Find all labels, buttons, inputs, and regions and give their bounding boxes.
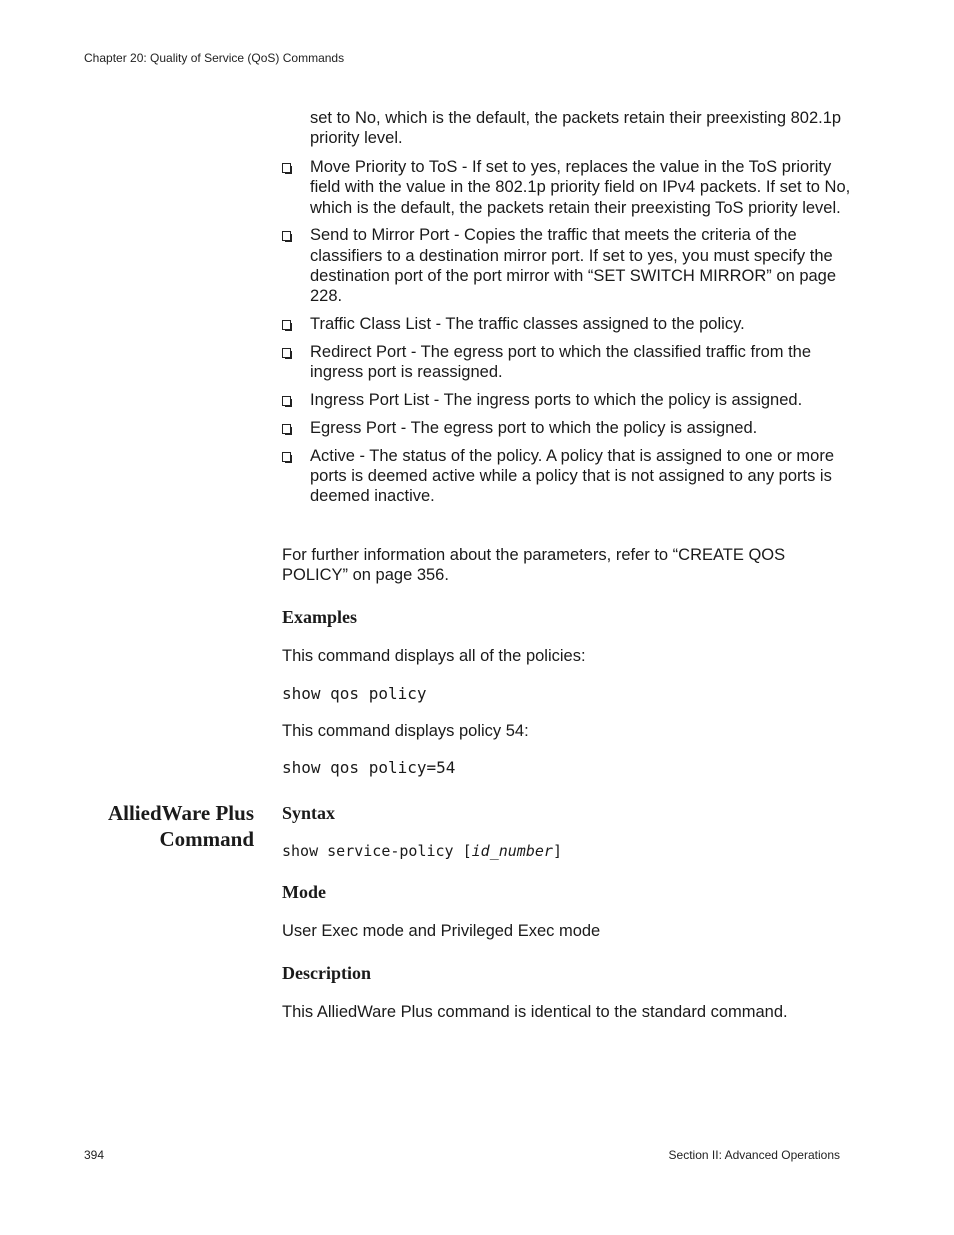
example-intro-2: This command displays policy 54:	[282, 722, 529, 740]
list-item: Redirect Port - The egress port to which the classified traffic from the ingress port is reassigned.	[282, 342, 852, 383]
page-number: 394	[84, 1148, 105, 1162]
parameter-list	[282, 157, 852, 514]
list-item: Egress Port - The egress port to which the policy is assigned.	[282, 418, 852, 438]
list-item: Move Priority to ToS - If set to yes, replaces the value in the ToS priority field with the value in the 802.1p priority field on IPv4 packets. If set to No, which is the default, the packets retain their preexisting ToS priority level.	[282, 157, 852, 218]
list-item: Ingress Port List - The ingress ports to which the policy is assigned.	[282, 390, 852, 410]
continued-paragraph: set to No, which is the default, the packets retain their preexisting 802.1p priority level.	[310, 109, 842, 148]
list-item: Traffic Class List - The traffic classes assigned to the policy.	[282, 314, 852, 334]
mode-heading: Mode	[282, 882, 326, 902]
example-intro-1: This command displays all of the policies:	[282, 647, 586, 665]
section-footer: Section II: Advanced Operations	[668, 1148, 840, 1162]
mode-text: User Exec mode and Privileged Exec mode	[282, 922, 601, 940]
syntax-command: show service-policy [id_number]	[282, 842, 562, 860]
syntax-heading: Syntax	[282, 803, 336, 823]
section-side-heading	[108, 800, 254, 852]
checkbox-bullet-icon	[282, 163, 291, 173]
checkbox-bullet-icon	[282, 424, 291, 434]
side-heading-line-2: Command	[159, 827, 254, 851]
checkbox-bullet-icon	[282, 396, 291, 406]
list-item: Send to Mirror Port - Copies the traffic that meets the criteria of the classifiers to a destination mirror port. If set to yes, you must specify the destination port of the port mirror with “SET SWITCH MIRROR” on page 228.	[282, 225, 852, 306]
running-header: Chapter 20: Quality of Service (QoS) Commands	[84, 51, 345, 65]
list-item: Active - The status of the policy. A policy that is assigned to one or more ports is deemed active while a policy that is not assigned to any ports is deemed inactive.	[282, 446, 852, 507]
example-code-2: show qos policy=54	[282, 758, 456, 777]
examples-heading: Examples	[282, 607, 358, 627]
checkbox-bullet-icon	[282, 348, 291, 358]
checkbox-bullet-icon	[282, 320, 291, 330]
description-text: This AlliedWare Plus command is identical to the standard command.	[282, 1003, 788, 1021]
side-heading-line-1: AlliedWare Plus	[107, 801, 254, 825]
description-heading: Description	[282, 963, 371, 983]
syntax-parameter: id_number	[471, 842, 553, 860]
further-info-paragraph: For further information about the parameters, refer to “CREATE QOS POLICY” on page 356.	[282, 546, 786, 585]
example-code-1: show qos policy	[282, 684, 427, 703]
checkbox-bullet-icon	[282, 452, 291, 462]
checkbox-bullet-icon	[282, 231, 291, 241]
